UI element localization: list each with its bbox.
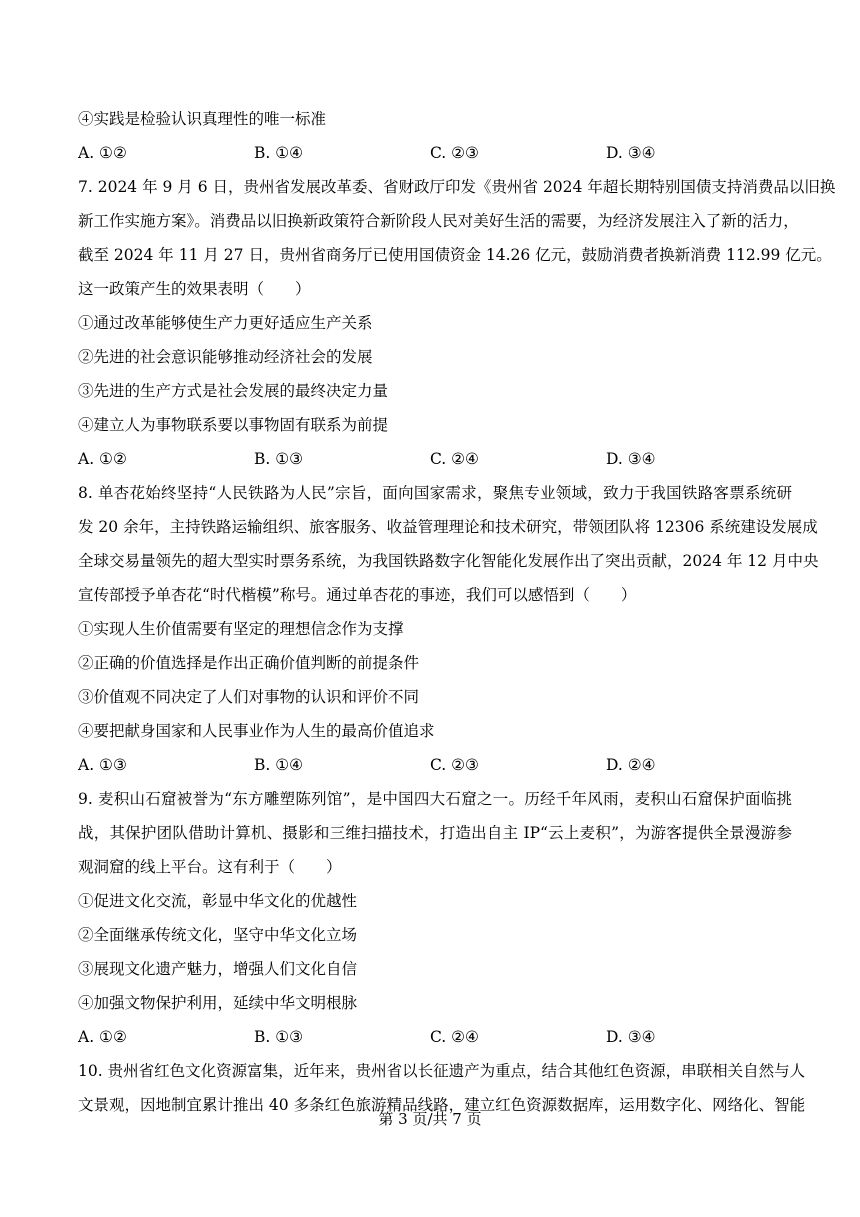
q6-option-b: B. ①④ [254, 144, 304, 162]
q7-question [78, 170, 836, 306]
q7-option-d: D. ③④ [606, 450, 656, 468]
q8-option-c: C. ②③ [430, 756, 479, 774]
q7-options [78, 442, 792, 476]
q7-statement-1: ①通过改革能够使生产力更好适应生产关系 [78, 314, 373, 332]
q9-option-a: A. ①② [78, 1028, 127, 1046]
q9-question [78, 782, 792, 884]
q8-option-a: A. ①③ [78, 756, 127, 774]
q10-stem-line: 文景观，因地制宜累计推出 40 多条红色旅游精品线路，建立红色资源数据库，运用数字化、网络化、智能 [78, 1096, 806, 1114]
q8-option-b: B. ①④ [254, 756, 304, 774]
q6-option-a: A. ①② [78, 144, 127, 162]
q8-stem-line: 8. 单杏花始终坚持“人民铁路为人民”宗旨，面向国家需求，聚焦专业领域，致力于我国铁路客票系统研 [78, 484, 792, 502]
q7-statement-4: ④建立人为事物联系要以事物固有联系为前提 [78, 416, 389, 434]
q9-options [78, 1020, 792, 1054]
q8-statement-4: ④要把献身国家和人民事业作为人生的最高价值追求 [78, 722, 435, 740]
q9-stem-line: 9. 麦积山石窟被誉为“东方雕塑陈列馆”，是中国四大石窟之一。历经千年风雨，麦积山石窟保护面临挑 [78, 790, 792, 808]
q9-stem-line: 战，其保护团队借助计算机、摄影和三维扫描技术，打造出自主 IP“云上麦积”，为游客提供全景漫游参 [78, 824, 792, 842]
q8-statement-1: ①实现人生价值需要有坚定的理想信念作为支撑 [78, 620, 404, 638]
q8-statement-2: ②正确的价值选择是作出正确价值判断的前提条件 [78, 654, 420, 672]
q7-statement-2: ②先进的社会意识能够推动经济社会的发展 [78, 348, 373, 366]
q7-stem-line: 7. 2024 年 9 月 6 日，贵州省发展改革委、省财政厅印发《贵州省 2024 年超长期特别国债支持消费品以旧换 [78, 178, 836, 196]
q7-option-c: C. ②④ [430, 450, 479, 468]
q7-option-b: B. ①③ [254, 450, 304, 468]
q8-question [78, 476, 819, 612]
q7-option-a: A. ①② [78, 450, 127, 468]
q9-statement-4: ④加强文物保护利用，延续中华文明根脉 [78, 994, 358, 1012]
q9-statement-2: ②全面继承传统文化，坚守中华文化立场 [78, 926, 358, 944]
q6-option-c: C. ②③ [430, 144, 479, 162]
q9-stem-line: 观洞窟的线上平台。这有利于（ ） [78, 858, 342, 876]
q8-stem-line: 全球交易量领先的超大型实时票务系统，为我国铁路数字化智能化发展作出了突出贡献，2024 年 12 月中央 [78, 552, 819, 570]
q6-statement-4: ④实践是检验认识真理性的唯一标准 [78, 110, 327, 128]
q8-stem-line: 发 20 余年，主持铁路运输组织、旅客服务、收益管理理论和技术研究，带领团队将 12306 系统建设发展成 [78, 518, 818, 536]
q8-statement-3: ③价值观不同决定了人们对事物的认识和评价不同 [78, 688, 420, 706]
q10-stem-line: 10. 贵州省红色文化资源富集，近年来，贵州省以长征遗产为重点，结合其他红色资源，串联相关自然与人 [78, 1062, 806, 1080]
q8-options [78, 748, 792, 782]
q7-stem-line: 截至 2024 年 11 月 27 日，贵州省商务厅已使用国债资金 14.26 亿元，鼓励消费者换新消费 112.99 亿元。 [78, 246, 832, 264]
page-number-footer: 第 3 页/共 7 页 [378, 1110, 482, 1128]
q7-statement-3: ③先进的生产方式是社会发展的最终决定力量 [78, 382, 389, 400]
q9-statement-3: ③展现文化遗产魅力，增强人们文化自信 [78, 960, 358, 978]
q9-statement-1: ①促进文化交流，彰显中华文化的优越性 [78, 892, 358, 910]
q9-option-b: B. ①③ [254, 1028, 304, 1046]
q9-option-d: D. ③④ [606, 1028, 656, 1046]
q7-stem-line: 新工作实施方案》。消费品以旧换新政策符合新阶段人民对美好生活的需要，为经济发展注入了新的活力， [78, 212, 799, 230]
q6-option-d: D. ③④ [606, 144, 656, 162]
q6-options [78, 136, 792, 170]
q8-option-d: D. ②④ [606, 756, 656, 774]
q8-stem-line: 宣传部授予单杏花“时代楷模”称号。通过单杏花的事迹，我们可以感悟到（ ） [78, 586, 637, 604]
exam-page-body [78, 102, 836, 1122]
q9-option-c: C. ②④ [430, 1028, 479, 1046]
q7-stem-line: 这一政策产生的效果表明（ ） [78, 280, 311, 298]
